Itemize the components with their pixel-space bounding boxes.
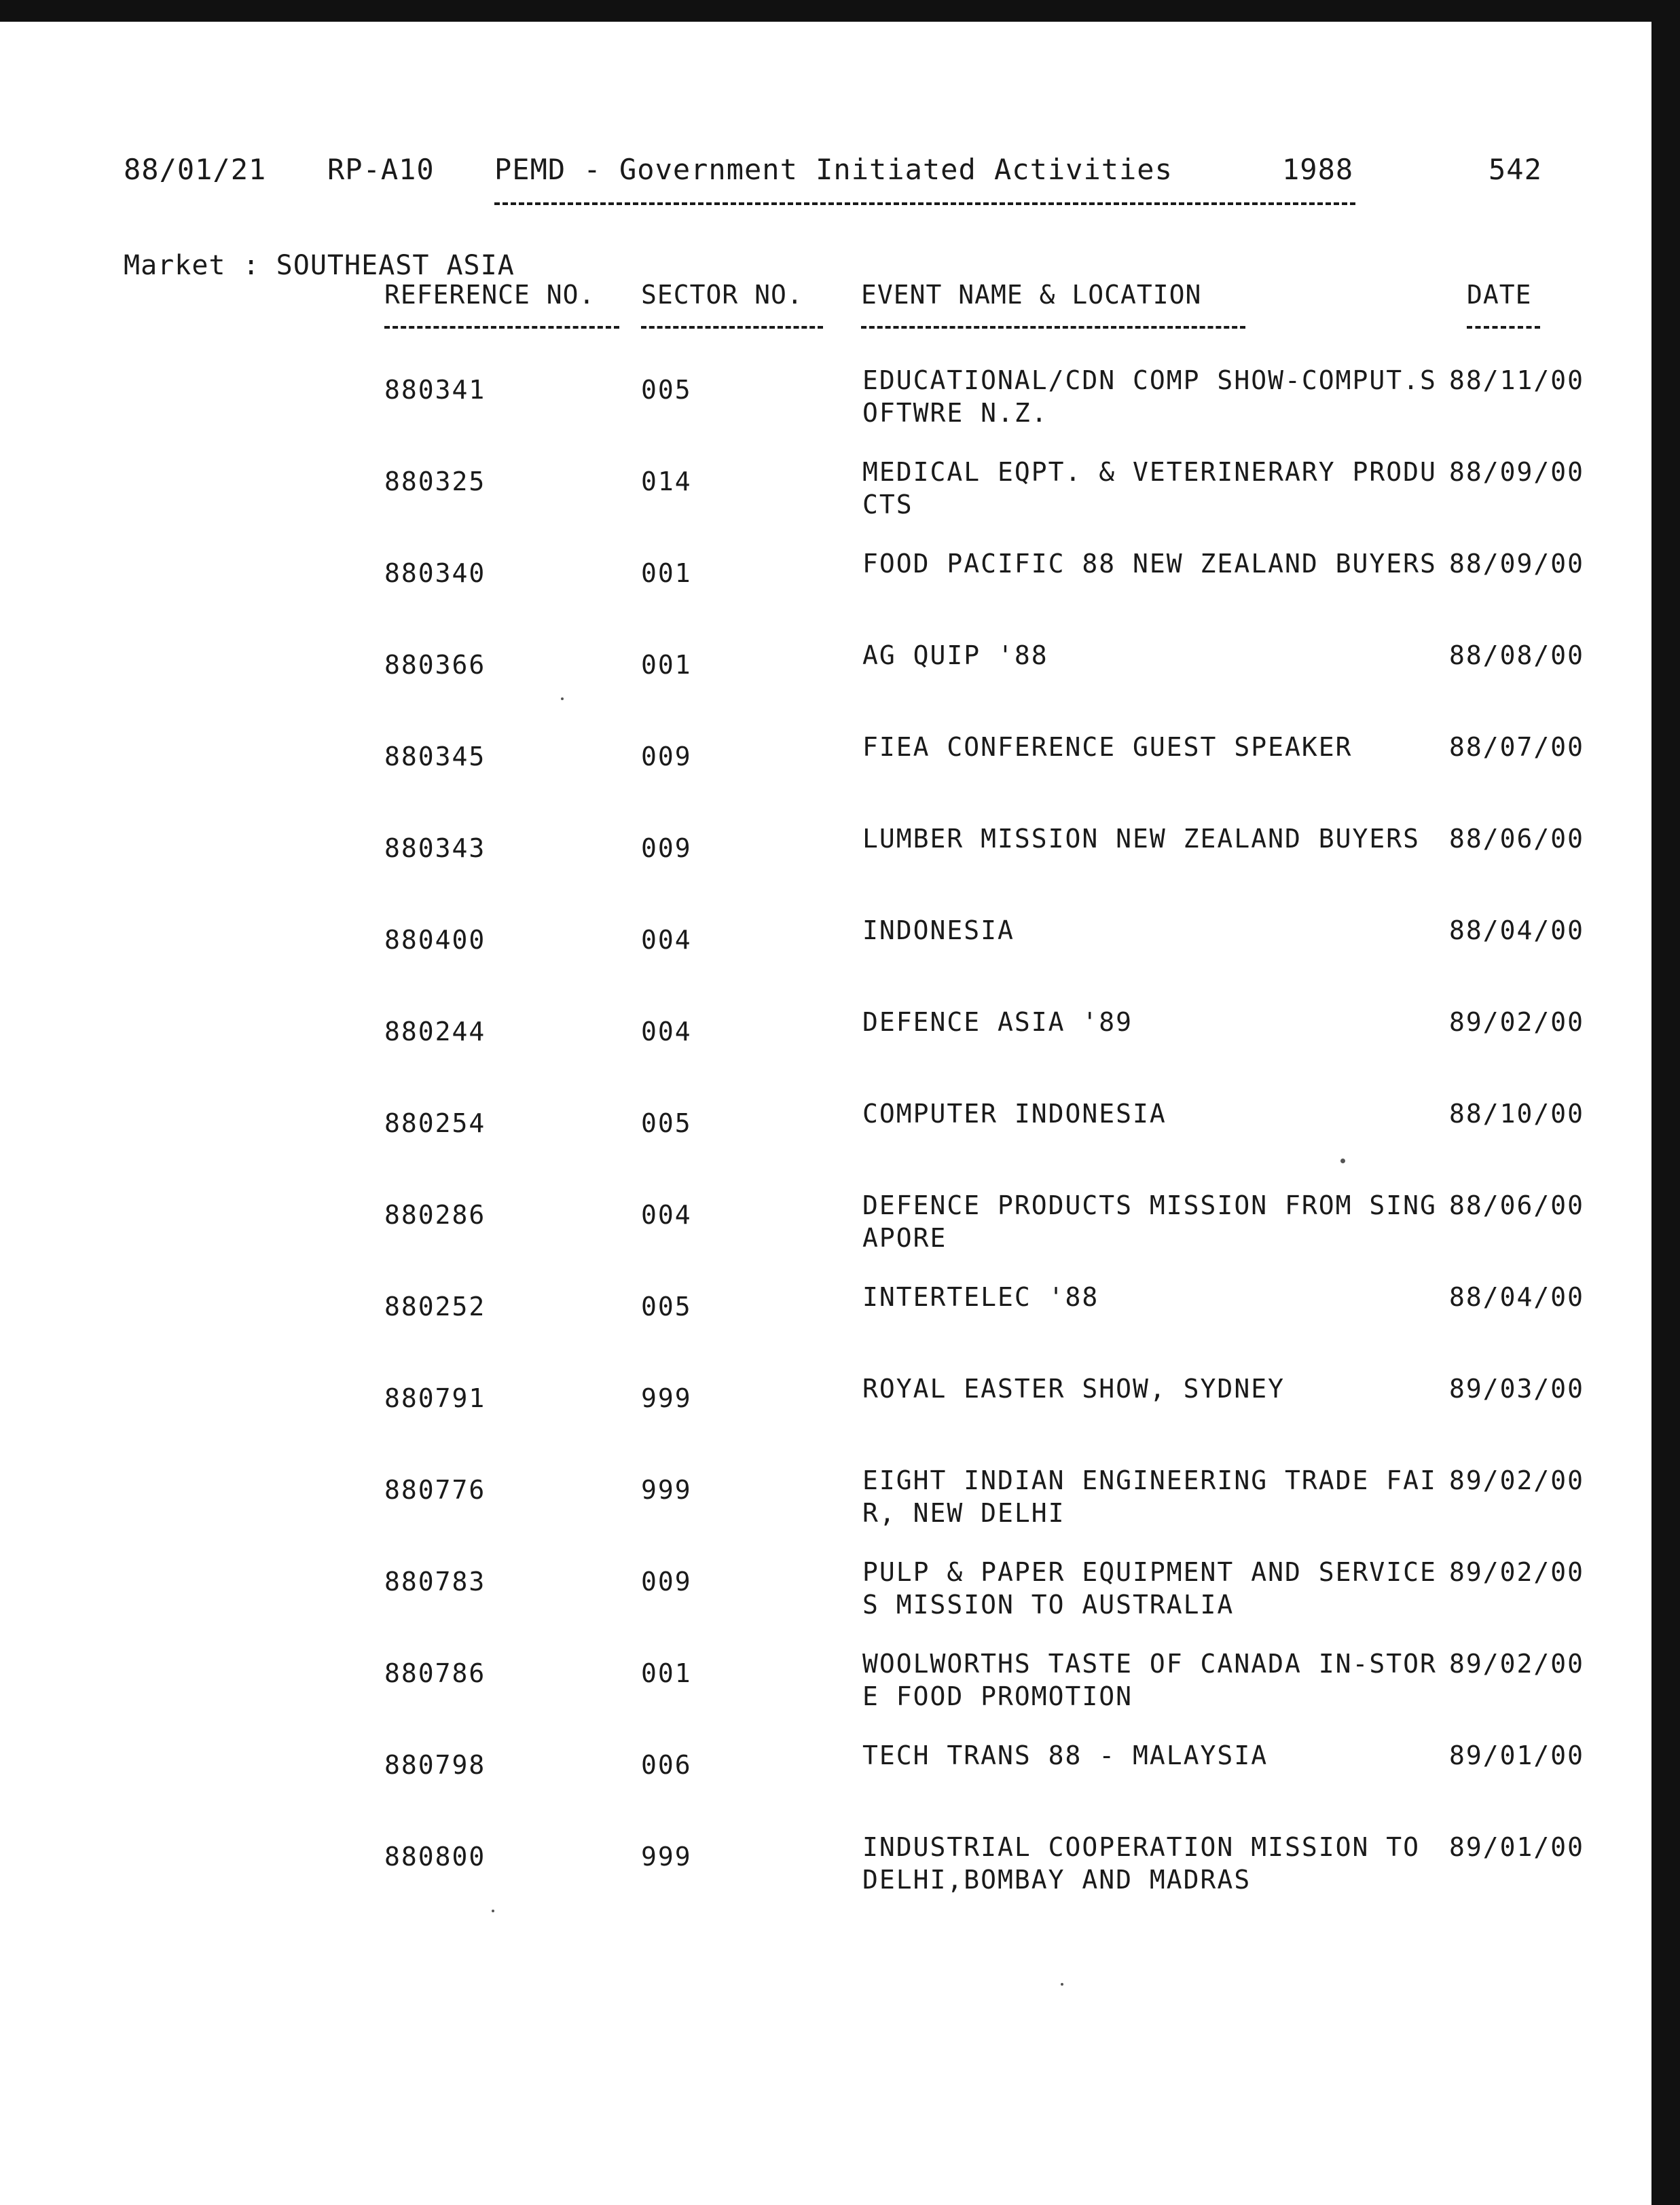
title-underline [494, 202, 1355, 205]
reference-cell: 880791 [384, 1383, 486, 1413]
sector-cell: 006 [641, 1750, 692, 1780]
table-row [0, 914, 1680, 1006]
reference-cell: 880800 [384, 1842, 486, 1872]
table-row [0, 456, 1680, 547]
sector-cell: 005 [641, 1108, 692, 1138]
reference-cell: 880325 [384, 467, 486, 496]
reference-cell: 880286 [384, 1200, 486, 1230]
reference-cell: 880343 [384, 833, 486, 863]
reference-cell: 880345 [384, 742, 486, 771]
reference-cell: 880254 [384, 1108, 486, 1138]
reference-cell: 880340 [384, 558, 486, 588]
column-header-sector: SECTOR NO. [641, 280, 803, 310]
table-row [0, 1006, 1680, 1097]
reference-cell: 880798 [384, 1750, 486, 1780]
sector-cell: 999 [641, 1475, 692, 1505]
event-cell: AG QUIP '88 [862, 640, 1048, 670]
column-rule-reference [384, 326, 619, 329]
date-cell: 88/11/00 [1449, 365, 1585, 395]
report-header [0, 153, 1680, 194]
scan-speck [1340, 1159, 1345, 1163]
date-cell: 89/01/00 [1449, 1741, 1585, 1770]
table-row [0, 1097, 1680, 1189]
date-cell: 88/10/00 [1449, 1099, 1585, 1129]
table-row [0, 822, 1680, 914]
table-row [0, 1189, 1680, 1281]
page-number: 542 [1489, 153, 1542, 186]
event-cell: PULP & PAPER EQUIPMENT AND SERVICES MISSION TO AUSTRALIA [862, 1557, 1437, 1620]
event-cell: INTERTELEC '88 [862, 1282, 1099, 1312]
date-cell: 88/04/00 [1449, 1282, 1585, 1312]
column-rule-date [1467, 326, 1540, 329]
event-cell: EDUCATIONAL/CDN COMP SHOW-COMPUT.SOFTWRE N.Z. [862, 365, 1437, 428]
table-row [0, 731, 1680, 822]
column-rule-sector [641, 326, 823, 329]
date-cell: 88/04/00 [1449, 915, 1585, 945]
table-row [0, 1281, 1680, 1372]
date-cell: 88/07/00 [1449, 732, 1585, 762]
event-cell: MEDICAL EQPT. & VETERINERARY PRODUCTS [862, 457, 1437, 520]
reference-cell: 880252 [384, 1292, 486, 1322]
reference-cell: 880776 [384, 1475, 486, 1505]
event-cell: TECH TRANS 88 - MALAYSIA [862, 1741, 1268, 1770]
date-cell: 89/02/00 [1449, 1557, 1585, 1587]
table-row [0, 1831, 1680, 1922]
report-title: PEMD - Government Initiated Activities [494, 153, 1173, 186]
sector-cell: 004 [641, 925, 692, 955]
report-year: 1988 [1282, 153, 1354, 186]
event-cell: INDONESIA [862, 915, 1015, 945]
date-cell: 89/02/00 [1449, 1649, 1585, 1679]
column-header-event: EVENT NAME & LOCATION [861, 280, 1202, 310]
date-cell: 88/09/00 [1449, 549, 1585, 579]
date-cell: 88/06/00 [1449, 1190, 1585, 1220]
sector-cell: 005 [641, 1292, 692, 1322]
event-cell: DEFENCE ASIA '89 [862, 1007, 1133, 1037]
event-cell: LUMBER MISSION NEW ZEALAND BUYERS [862, 824, 1420, 854]
scan-top-border [0, 0, 1680, 22]
column-header-reference: REFERENCE NO. [384, 280, 596, 310]
reference-cell: 880400 [384, 925, 486, 955]
table-row [0, 1372, 1680, 1464]
sector-cell: 001 [641, 1658, 692, 1688]
column-header-date: DATE [1467, 280, 1532, 310]
table-row [0, 1739, 1680, 1831]
table-row [0, 1556, 1680, 1647]
sector-cell: 999 [641, 1842, 692, 1872]
sector-cell: 001 [641, 558, 692, 588]
reference-cell: 880366 [384, 650, 486, 680]
activities-table [0, 364, 1680, 1922]
table-row [0, 364, 1680, 456]
date-cell: 88/09/00 [1449, 457, 1585, 487]
table-row [0, 1647, 1680, 1739]
reference-cell: 880341 [384, 375, 486, 405]
date-cell: 88/08/00 [1449, 640, 1585, 670]
event-cell: FIEA CONFERENCE GUEST SPEAKER [862, 732, 1353, 762]
table-row [0, 547, 1680, 639]
sector-cell: 001 [641, 650, 692, 680]
table-row [0, 1464, 1680, 1556]
scan-speck [561, 697, 564, 700]
event-cell: INDUSTRIAL COOPERATION MISSION TO DELHI,BOMBAY AND MADRAS [862, 1832, 1420, 1895]
event-cell: FOOD PACIFIC 88 NEW ZEALAND BUYERS [862, 549, 1437, 579]
reference-cell: 880244 [384, 1017, 486, 1046]
date-cell: 89/02/00 [1449, 1465, 1585, 1495]
event-cell: DEFENCE PRODUCTS MISSION FROM SINGAPORE [862, 1190, 1437, 1253]
market-line [124, 250, 515, 281]
event-cell: COMPUTER INDONESIA [862, 1099, 1167, 1129]
sector-cell: 009 [641, 742, 692, 771]
reference-cell: 880786 [384, 1658, 486, 1688]
market-value: SOUTHEAST ASIA [276, 250, 515, 281]
sector-cell: 004 [641, 1017, 692, 1046]
sector-cell: 014 [641, 467, 692, 496]
market-label: Market : [124, 250, 260, 281]
table-row [0, 639, 1680, 731]
sector-cell: 009 [641, 1567, 692, 1597]
reference-cell: 880783 [384, 1567, 486, 1597]
date-cell: 89/01/00 [1449, 1832, 1585, 1862]
scan-speck [1061, 1983, 1063, 1986]
sector-cell: 999 [641, 1383, 692, 1413]
event-cell: WOOLWORTHS TASTE OF CANADA IN-STORE FOOD PROMOTION [862, 1649, 1437, 1711]
report-code: RP-A10 [327, 153, 435, 186]
scan-speck [492, 1910, 494, 1912]
sector-cell: 005 [641, 375, 692, 405]
report-date: 88/01/21 [124, 153, 267, 186]
date-cell: 89/03/00 [1449, 1374, 1585, 1404]
event-cell: ROYAL EASTER SHOW, SYDNEY [862, 1374, 1285, 1404]
sector-cell: 004 [641, 1200, 692, 1230]
sector-cell: 009 [641, 833, 692, 863]
column-rule-event [861, 326, 1245, 329]
date-cell: 88/06/00 [1449, 824, 1585, 854]
event-cell: EIGHT INDIAN ENGINEERING TRADE FAIR, NEW DELHI [862, 1465, 1437, 1528]
date-cell: 89/02/00 [1449, 1007, 1585, 1037]
